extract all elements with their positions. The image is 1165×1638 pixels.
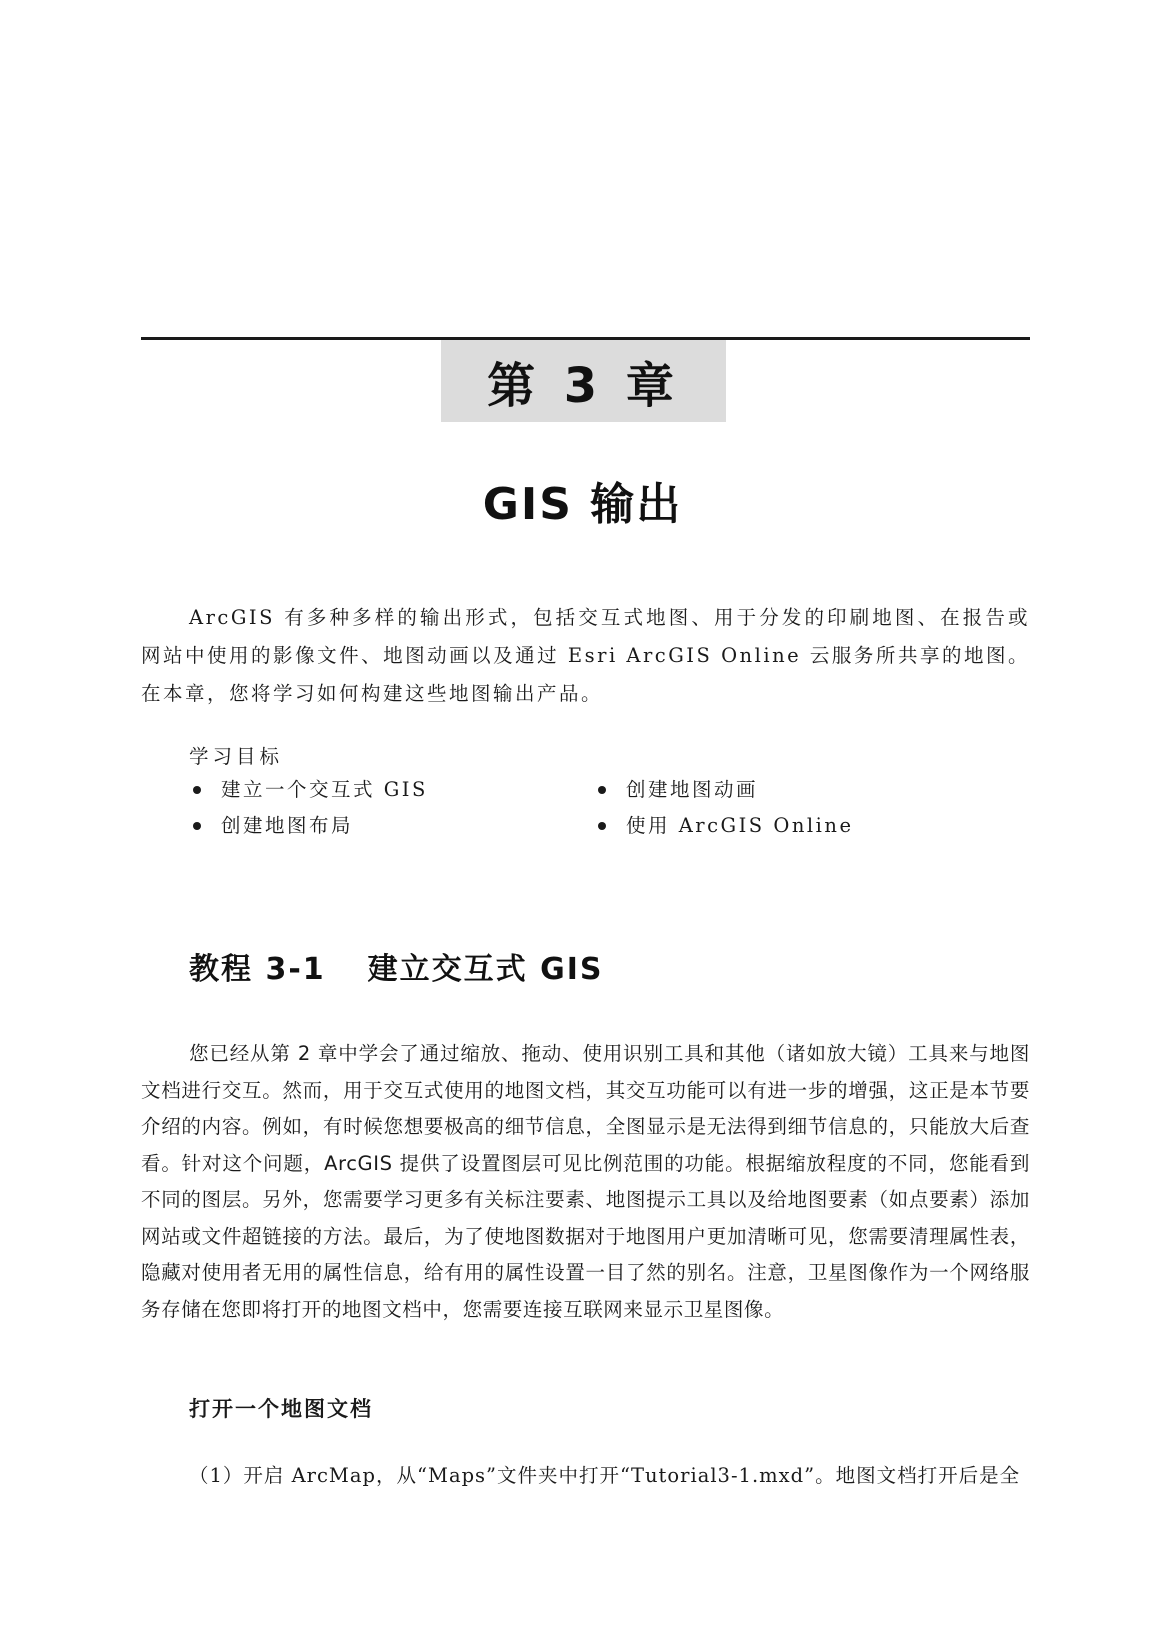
objectives-title: 学习目标 bbox=[189, 745, 284, 768]
bullet-icon bbox=[598, 822, 606, 830]
body-paragraph: 您已经从第 2 章中学会了通过缩放、拖动、使用识别工具和其他（诸如放大镜）工具来与地图文档进行交互。然而，用于交互式使用的地图文档，其交互功能可以有进一步的增强，这正是本节要介绍的内容。例如，有时候您想要极高的细节信息，全图显示是无法得到细节信息的，只能放大后查看。针对这个问题，ArcGIS 提供了设置图层可见比例范围的功能。根据缩放程度的不同，您能看到不同的图层。另外，您需要学习更多有关标注要素、地图提示工具以及给地图要素（如点要素）添加网站或文件超链接的方法。最后，为了使地图数据对于地图用户更加清晰可见，您需要清理属性表，隐藏对使用者无用的属性信息，给有用的属性设置一目了然的别名。注意，卫星图像作为一个网络服务存储在您即将打开的地图文档中，您需要连接互联网来显示卫星图像。 bbox=[141, 1042, 1030, 1321]
objective-text: 建立一个交互式 GIS bbox=[221, 778, 428, 801]
objective-text: 创建地图动画 bbox=[626, 778, 759, 801]
objective-item bbox=[594, 776, 949, 804]
objective-text: 创建地图布局 bbox=[221, 814, 354, 837]
objective-item bbox=[594, 812, 949, 840]
step-1-text: （1）开启 ArcMap，从“Maps”文件夹中打开“Tutorial3-1.mxd”。地图文档打开后是全 bbox=[189, 1464, 1021, 1487]
bullet-icon bbox=[193, 822, 201, 830]
tutorial-number: 教程 3-1 bbox=[189, 952, 326, 987]
chapter-title: GIS 输出 bbox=[482, 479, 683, 530]
objectives-list bbox=[189, 776, 949, 840]
objective-text: 使用 ArcGIS Online bbox=[626, 814, 854, 837]
tutorial-heading bbox=[189, 944, 604, 988]
chapter-label: 第 3 章 bbox=[487, 357, 680, 414]
tutorial-title: 建立交互式 GIS bbox=[367, 952, 604, 987]
intro-paragraph: ArcGIS 有多种多样的输出形式，包括交互式地图、用于分发的印刷地图、在报告或网站中使用的影像文件、地图动画以及通过 Esri ArcGIS Online 云服务所共享的地图。在本章，您将学习如何构建这些地图输出产品。 bbox=[141, 606, 1030, 705]
bullet-icon bbox=[193, 786, 201, 794]
objective-item bbox=[189, 776, 594, 804]
objective-item bbox=[189, 812, 594, 840]
chapter-label-box bbox=[441, 340, 726, 422]
bullet-icon bbox=[598, 786, 606, 794]
section-heading: 打开一个地图文档 bbox=[189, 1397, 373, 1421]
